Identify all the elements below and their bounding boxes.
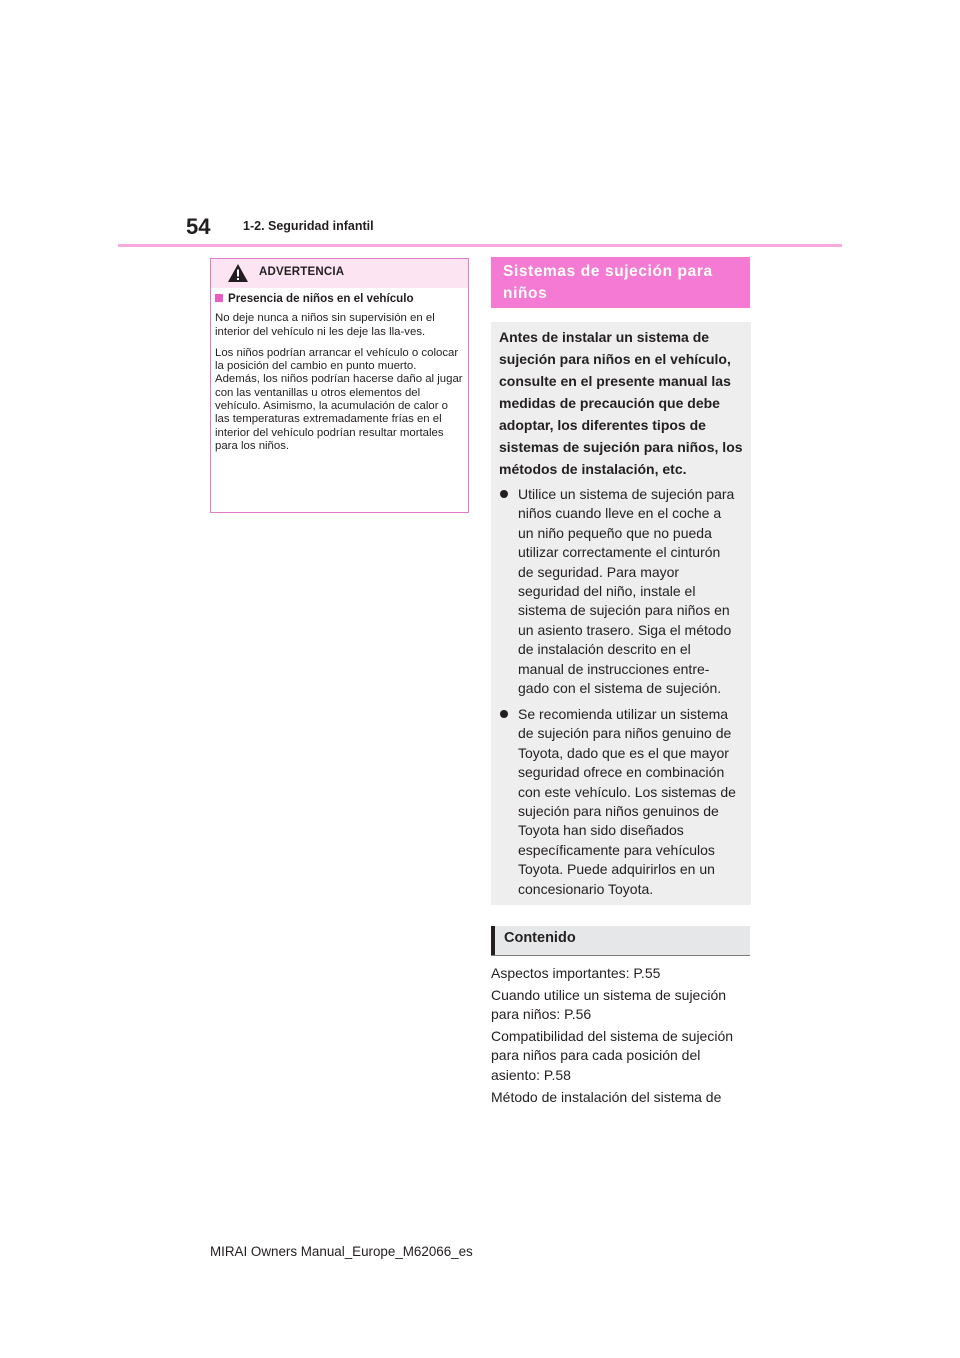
warning-box	[210, 258, 469, 513]
bullet-icon	[500, 710, 508, 718]
section-heading: 1-2. Seguridad infantil	[243, 219, 374, 233]
warning-subheading: Presencia de niños en el vehículo	[215, 292, 463, 305]
intro-text: Antes de instalar un sistema de sujeción para niños en el vehículo, consulte en el presente manual las medidas de precaución que debe adoptar, los diferentes tipos de sistemas de sujeción para niños, los métodos de instalación, etc.	[499, 329, 743, 477]
list-item: Se recomienda utilizar un sistema de sujeción para niños genuino de Toyota, dado que es el que mayor seguridad ofrece en combinación con este vehículo. Los sistemas de sujeción para niños genuinos de Toyota han sido diseñados específicamente para vehículos Toyota. Puede adquirirlos en un concesionario Toyota.	[500, 705, 736, 899]
footer-text: MIRAI Owners Manual_Europe_M62066_es	[210, 1244, 473, 1259]
contents-header	[491, 926, 750, 955]
page-number: 54	[186, 214, 211, 239]
square-bullet-icon	[215, 294, 223, 302]
header-divider	[118, 244, 842, 247]
warning-paragraph: No deje nunca a niños sin supervisión en el interior del vehículo ni les deje las lla-ves.	[215, 312, 435, 338]
section-title: Sistemas de sujeción para niños	[491, 257, 750, 308]
warning-title: ADVERTENCIA	[259, 266, 345, 278]
warning-triangle-icon	[227, 263, 249, 283]
bullet-icon	[500, 490, 508, 498]
warning-header	[211, 259, 468, 288]
contents-link-uso-sistema[interactable]: Cuando utilice un sistema de sujeción para niños: P.56	[491, 987, 727, 1023]
contents-title: Contenido	[504, 930, 576, 946]
list-item: Utilice un sistema de sujeción para niños cuando lleve en el coche a un niño pequeño que no pueda utilizar correctamente el cinturón de seguridad. Para mayor seguridad del niño, instale el sistema de sujeción para niños en un asiento trasero. Siga el método de instalación descrito en el manual de instrucciones entre-gado con el sistema de sujeción.	[500, 485, 736, 698]
warning-body	[215, 292, 463, 461]
contents-link-aspectos[interactable]: Aspectos importantes: P.55	[491, 965, 661, 981]
contents-link-compatibilidad[interactable]: Compatibilidad del sistema de sujeción para niños para cada posición del asiento: P.58	[491, 1028, 734, 1083]
warning-paragraph: Los niños podrían arrancar el vehículo o colocar la posición del cambio en punto muerto. Además, los niños podrían hacerse daño al jugar con las ventanillas u otros elementos del vehículo. Asimismo, la acumulación de calor o las temperaturas extremadamente frías en el interior del vehículo podrían resultar mortales para los niños.	[215, 346, 463, 452]
intro-panel	[491, 322, 751, 905]
contents-link-instalacion[interactable]: Método de instalación del sistema de	[491, 1089, 722, 1105]
contents-divider	[491, 955, 750, 956]
